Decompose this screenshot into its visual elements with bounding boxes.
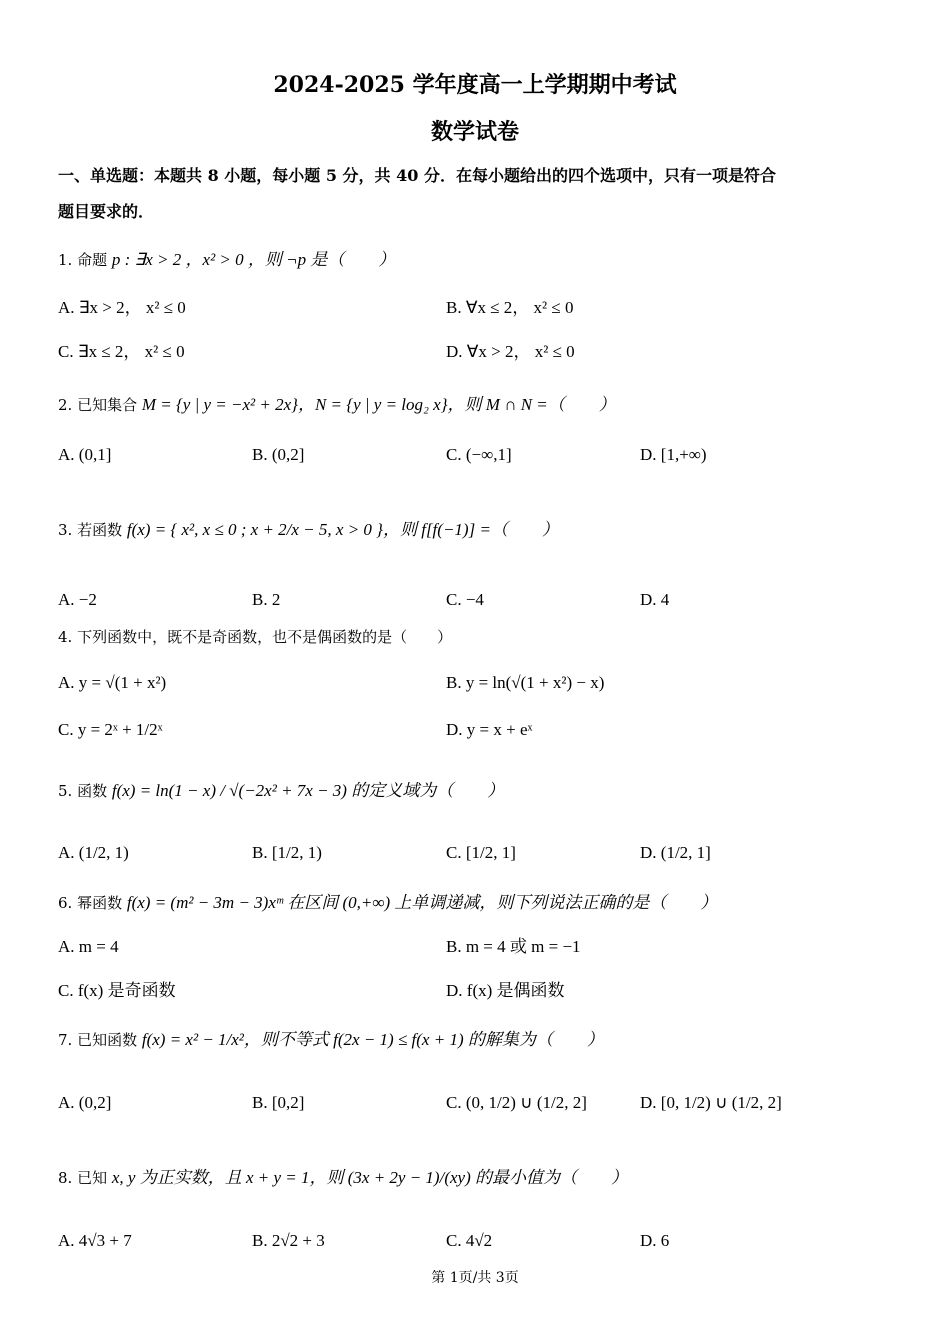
question-stem xyxy=(58,627,452,647)
section-heading: 一、单选题：本题共 8 小题，每小题 5 分，共 40 分．在每小题给出的四个选项中，只有一项是符合 xyxy=(58,166,776,185)
answer-option: C. [1/2, 1] xyxy=(446,843,516,862)
answer-option: C. (−∞,1] xyxy=(446,445,512,464)
stem-math: f(x) = { x², x ≤ 0 ; x + 2/x − 5, x > 0 }，则 f[f(−1)] =（ ） xyxy=(126,520,559,539)
answer-option: B. 2 xyxy=(252,590,281,609)
page-footer: 第 1页/共 3页 xyxy=(431,1270,519,1286)
answer-option: D. y = x + eˣ xyxy=(446,720,533,739)
answer-option: D. ∀x > 2， x² ≤ 0 xyxy=(446,342,575,361)
answer-option: B. (0,2] xyxy=(252,445,305,464)
answer-option: B. [1/2, 1) xyxy=(252,843,322,862)
stem-text: 1. 命题 xyxy=(58,251,112,269)
stem-text: 6. 幂函数 xyxy=(58,894,127,912)
answer-option: A. m = 4 xyxy=(58,937,119,956)
answer-option: C. −4 xyxy=(446,590,484,609)
answer-option: D. 6 xyxy=(640,1231,670,1250)
stem-text: 4. 下列函数中，既不是奇函数，也不是偶函数的是（ ） xyxy=(58,628,453,646)
answer-option: C. y = 2ˣ + 1/2ˣ xyxy=(58,720,163,739)
answer-option: B. 2√2 + 3 xyxy=(252,1231,325,1250)
answer-option: A. ∃x > 2， x² ≤ 0 xyxy=(58,298,186,317)
stem-math: f(x) = ln(1 − x) / √(−2x² + 7x − 3) 的定义域为（ ） xyxy=(111,781,505,800)
answer-option: A. (0,1] xyxy=(58,445,112,464)
answer-option: D. [1,+∞) xyxy=(640,445,707,464)
question-stem xyxy=(58,781,504,801)
exam-title: 2024-2025 学年度高一上学期期中考试 xyxy=(273,72,677,98)
stem-text: 5. 函数 xyxy=(58,782,112,800)
answer-option: A. y = √(1 + x²) xyxy=(58,673,167,692)
question-stem xyxy=(58,893,717,913)
stem-text: 8. 已知 xyxy=(58,1169,112,1187)
exam-subtitle: 数学试卷 xyxy=(430,119,519,145)
stem-text: 2. 已知集合 xyxy=(58,396,142,414)
stem-text: 7. 已知函数 xyxy=(58,1031,142,1049)
stem-math: M = {y | y = −x² + 2x}，N = {y | y = log₂ x}，则 M ∩ N =（ ） xyxy=(141,395,616,414)
question-stem xyxy=(58,520,559,540)
answer-option: A. 4√3 + 7 xyxy=(58,1231,132,1250)
answer-option: C. 4√2 xyxy=(446,1231,493,1250)
question-stem xyxy=(58,1030,604,1050)
answer-option: B. m = 4 或 m = −1 xyxy=(446,937,581,956)
answer-option: C. (0, 1/2) ∪ (1/2, 2] xyxy=(446,1093,587,1112)
answer-option: D. 4 xyxy=(640,590,670,609)
answer-option: A. (0,2] xyxy=(58,1093,112,1112)
section-heading-cont: 题目要求的． xyxy=(58,202,155,221)
question-stem xyxy=(58,1168,628,1188)
stem-math: f(x) = x² − 1/x²，则不等式 f(2x − 1) ≤ f(x + 1) 的解集为（ ） xyxy=(141,1030,604,1049)
stem-math: x, y 为正实数，且 x + y = 1，则 (3x + 2y − 1)/(xy) 的最小值为（ ） xyxy=(111,1168,628,1187)
answer-option: C. f(x) 是奇函数 xyxy=(58,981,176,1000)
answer-option: B. ∀x ≤ 2， x² ≤ 0 xyxy=(446,298,574,317)
answer-option: D. (1/2, 1] xyxy=(640,843,711,862)
question-stem xyxy=(58,395,616,415)
question-stem xyxy=(58,250,395,270)
answer-option: A. −2 xyxy=(58,590,97,609)
answer-option: B. [0,2] xyxy=(252,1093,305,1112)
answer-option: D. [0, 1/2) ∪ (1/2, 2] xyxy=(640,1093,782,1112)
answer-option: D. f(x) 是偶函数 xyxy=(446,981,565,1000)
stem-math: f(x) = (m² − 3m − 3)xᵐ 在区间 (0,+∞) 上单调递减，则下列说法正确的是（ ） xyxy=(126,893,718,912)
answer-option: C. ∃x ≤ 2， x² ≤ 0 xyxy=(58,342,185,361)
answer-option: A. (1/2, 1) xyxy=(58,843,129,862)
stem-text: 3. 若函数 xyxy=(58,521,127,539)
answer-option: B. y = ln(√(1 + x²) − x) xyxy=(446,673,605,692)
stem-math: p : ∃x > 2 ，x² > 0 ，则 ¬p 是（ ） xyxy=(111,250,396,269)
